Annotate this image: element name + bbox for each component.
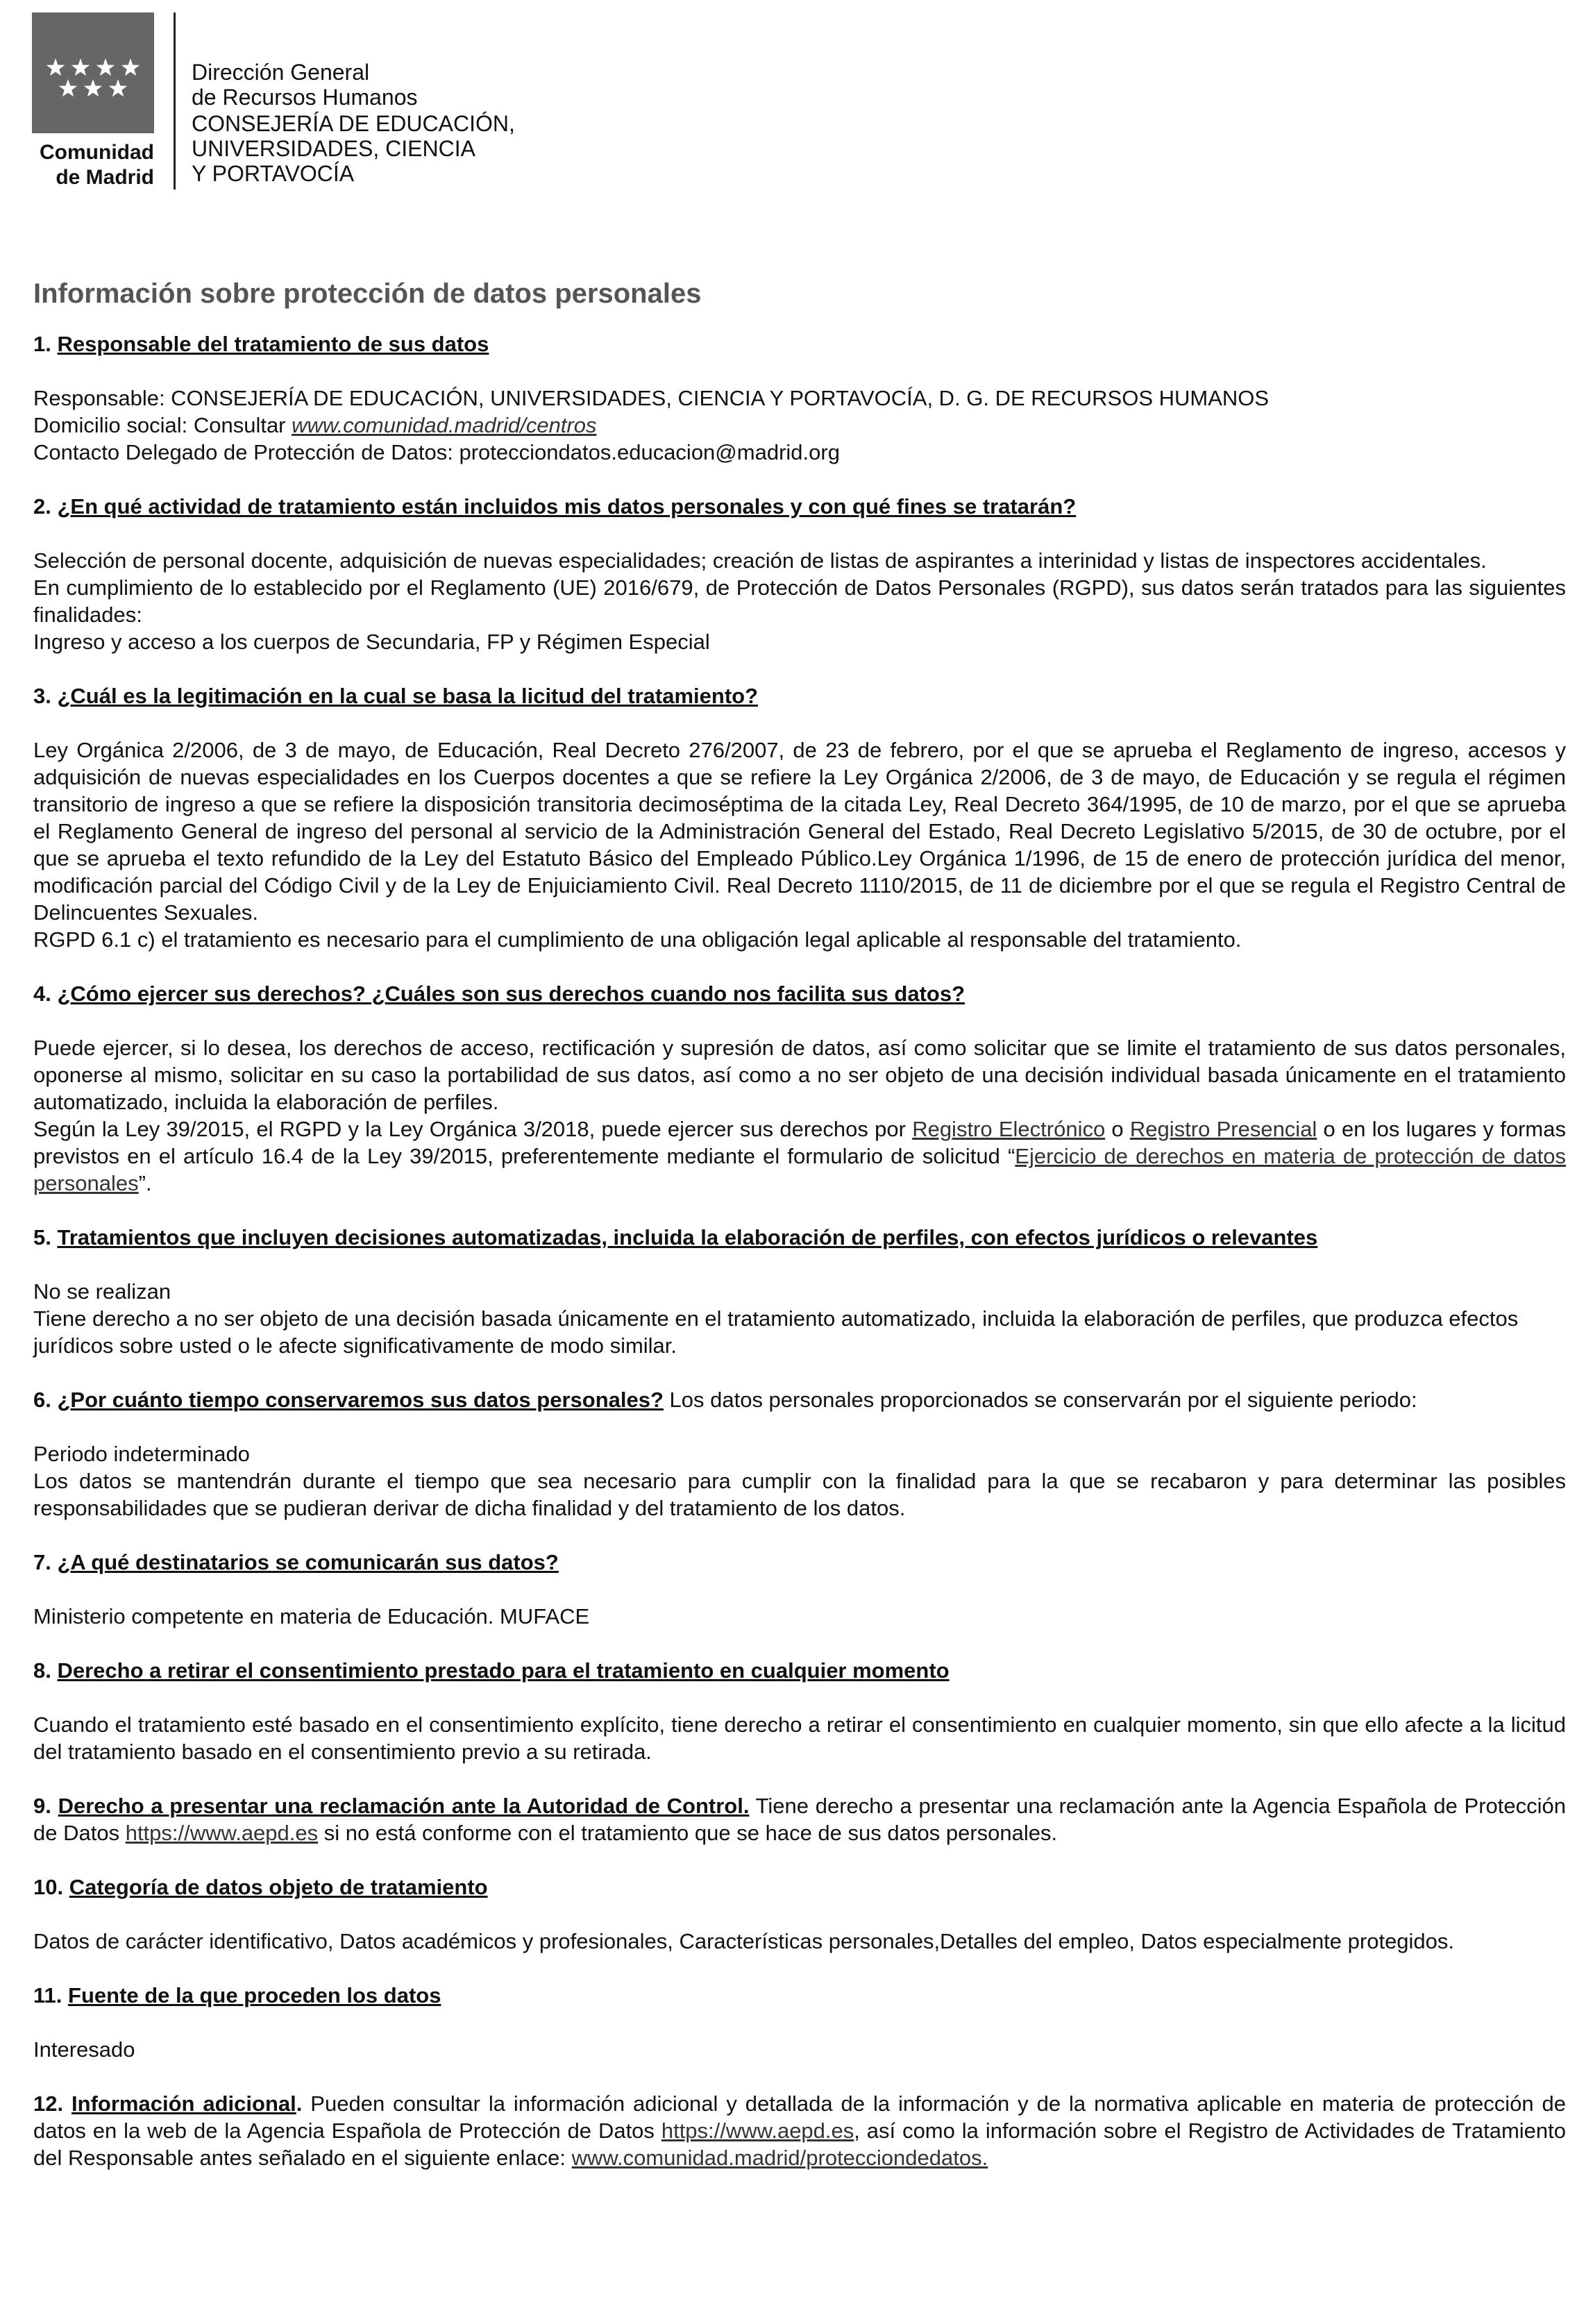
section-6-paragraph-2: Los datos se mantendrán durante el tiempo que sea necesario para cumplir con la finalidad para la que se recabaron y para determinar las posibles responsabilidades que se pudieran derivar de dicha finalidad y del tratamiento de los datos. bbox=[33, 1469, 1566, 1520]
section-5-heading: 5. Tratamientos que incluyen decisiones automatizadas, incluida la elaboración de perfiles, con efectos jurídicos o relevantes bbox=[33, 1225, 1318, 1249]
section-4-paragraph-1: Puede ejercer, si lo desea, los derechos de acceso, rectificación y supresión de datos, así como solicitar que se limite el tratamiento de sus datos personales, oponerse al mismo, solicitar en su caso la portabilidad de sus datos, así como a no ser objeto de una decisión individual basada únicamente en el tratamiento automatizado, incluida la elaboración de perfiles. bbox=[33, 1036, 1566, 1114]
consejeria-line-3: Y PORTAVOCÍA bbox=[192, 161, 355, 186]
section-5-paragraph-2: Tiene derecho a no ser objeto de una decisión basada únicamente en el tratamiento automatizado, incluida la elaboración de perfiles, que produzca efectos jurídicos sobre usted o le afecte significativamente de modo similar. bbox=[33, 1306, 1519, 1358]
dg-line-2: de Recursos Humanos bbox=[192, 85, 418, 110]
section-7-heading: 7. ¿A qué destinatarios se comunicarán sus datos? bbox=[33, 1550, 559, 1574]
aepd-link-2[interactable]: https://www.aepd.es bbox=[661, 2119, 854, 2143]
responsable-line: Responsable: CONSEJERÍA DE EDUCACIÓN, UNIVERSIDADES, CIENCIA Y PORTAVOCÍA, D. G. DE RECURSOS HUMANOS bbox=[33, 386, 1270, 410]
proteccion-datos-link[interactable]: www.comunidad.madrid/protecciondedatos. bbox=[571, 2146, 988, 2170]
section-12 bbox=[33, 2090, 1566, 2171]
section-6-paragraph-1: Periodo indeterminado bbox=[33, 1442, 250, 1466]
ejercicio-derechos-link[interactable]: Ejercicio de derechos en materia de protección de datos personales bbox=[33, 1144, 1566, 1195]
dg-line-1: Dirección General bbox=[192, 60, 370, 85]
section-1 bbox=[33, 330, 1566, 466]
section-2-paragraph-3: Ingreso y acceso a los cuerpos de Secundaria, FP y Régimen Especial bbox=[33, 630, 710, 654]
section-6-heading: 6. ¿Por cuánto tiempo conservaremos sus datos personales? Los datos personales proporcionados se conservarán por el siguiente periodo: bbox=[33, 1388, 1417, 1412]
contacto-line: Contacto Delegado de Protección de Datos: protecciondatos.educacion@madrid.org bbox=[33, 440, 840, 464]
section-5 bbox=[33, 1224, 1566, 1359]
section-10-paragraph-1: Datos de carácter identificativo, Datos académicos y profesionales, Características personales,Detalles del empleo, Datos especialmente protegidos. bbox=[33, 1929, 1455, 1953]
logo-line-1: Comunidad bbox=[40, 141, 154, 164]
consejeria-line-1: CONSEJERÍA DE EDUCACIÓN, bbox=[192, 111, 515, 136]
section-10 bbox=[33, 1873, 1566, 1955]
section-6 bbox=[33, 1386, 1566, 1522]
registro-presencial-link[interactable]: Registro Presencial bbox=[1129, 1117, 1317, 1141]
section-2 bbox=[33, 493, 1566, 655]
section-8-heading: 8. Derecho a retirar el consentimiento prestado para el tratamiento en cualquier momento bbox=[33, 1658, 950, 1683]
header-divider bbox=[174, 12, 176, 190]
section-8 bbox=[33, 1657, 1566, 1765]
section-4-heading: 4. ¿Cómo ejercer sus derechos? ¿Cuáles son sus derechos cuando nos facilita sus datos? bbox=[33, 982, 965, 1006]
section-4 bbox=[33, 980, 1566, 1197]
aepd-link[interactable]: https://www.aepd.es bbox=[125, 1821, 319, 1845]
section-7 bbox=[33, 1549, 1566, 1630]
logo-text bbox=[32, 140, 154, 190]
section-11 bbox=[33, 1982, 1566, 2063]
section-3-heading: 3. ¿Cuál es la legitimación en la cual se basa la licitud del tratamiento? bbox=[33, 684, 759, 708]
document-header bbox=[32, 12, 726, 193]
section-4-paragraph-2: Según la Ley 39/2015, el RGPD y la Ley Orgánica 3/2018, puede ejercer sus derechos por Registro Electrónico o Registro Presencial o en los lugares y formas previstos en el artículo 16.4 de la Ley 39/2015, preferentemente mediante el formulario de solicitud “Ejercicio de derechos en materia de protección de datos personales”. bbox=[33, 1117, 1566, 1195]
document-body bbox=[33, 276, 1566, 2171]
section-7-paragraph-1: Ministerio competente en materia de Educación. MUFACE bbox=[33, 1604, 590, 1628]
domicilio-line: Domicilio social: Consultar www.comunidad.madrid/centros bbox=[33, 413, 597, 437]
section-2-heading: 2. ¿En qué actividad de tratamiento están incluidos mis datos personales y con qué fines se tratarán? bbox=[33, 494, 1077, 519]
centros-link[interactable]: www.comunidad.madrid/centros bbox=[292, 413, 597, 437]
section-3 bbox=[33, 682, 1566, 953]
page-title: Información sobre protección de datos personales bbox=[33, 278, 702, 309]
star-icon bbox=[32, 12, 154, 133]
section-1-heading: 1. Responsable del tratamiento de sus datos bbox=[33, 332, 489, 356]
logo-line-2: de Madrid bbox=[56, 166, 154, 189]
section-11-heading: 11. Fuente de la que proceden los datos bbox=[33, 1983, 441, 2007]
registro-electronico-link[interactable]: Registro Electrónico bbox=[912, 1117, 1106, 1141]
comunidad-de-madrid-logo bbox=[32, 12, 154, 133]
section-9-paragraph: 9. Derecho a presentar una reclamación ante la Autoridad de Control. Tiene derecho a presentar una reclamación ante la Agencia Española de Protección de Datos https://www.aepd.es si no está conforme con el tratamiento que se hace de sus datos personales. bbox=[33, 1794, 1566, 1845]
section-3-paragraph-1: Ley Orgánica 2/2006, de 3 de mayo, de Educación, Real Decreto 276/2007, de 23 de febrero, por el que se aprueba el Reglamento de ingreso, accesos y adquisición de nuevas especialidades en los Cuerpos docentes a que se refiere la Ley Orgánica 2/2006, de 3 de mayo, de Educación y se regula el régimen transitorio de ingreso a que se refiere la disposición transitoria decimoséptima de la citada Ley, Real Decreto 364/1995, de 10 de marzo, por el que se aprueba el Reglamento General de ingreso del personal al servicio de la Administración General del Estado, Real Decreto Legislativo 5/2015, de 30 de octubre, por el que se aprueba el texto refundido de la Ley del Estatuto Básico del Empleado Público.Ley Orgánica 1/1996, de 15 de enero de protección jurídica del menor, modificación parcial del Código Civil y de la Ley de Enjuiciamiento Civil. Real Decreto 1110/2015, de 11 de diciembre por el que se regula el Registro Central de Delincuentes Sexuales. bbox=[33, 738, 1566, 925]
section-2-paragraph-1: Selección de personal docente, adquisición de nuevas especialidades; creación de listas de aspirantes a interinidad y listas de inspectores accidentales. bbox=[33, 548, 1487, 573]
section-5-paragraph-1: No se realizan bbox=[33, 1279, 171, 1304]
section-11-paragraph-1: Interesado bbox=[33, 2037, 135, 2062]
section-12-paragraph: 12. Información adicional. Pueden consultar la información adicional y detallada de la información y de la normativa aplicable en materia de protección de datos en la web de la Agencia Española de Protección de Datos https://www.aepd.es, así como la información sobre el Registro de Actividades de Tratamiento del Responsable antes señalado en el siguiente enlace: www.comunidad.madrid/protecciondedatos. bbox=[33, 2091, 1566, 2170]
section-8-paragraph-1: Cuando el tratamiento esté basado en el consentimiento explícito, tiene derecho a retirar el consentimiento en cualquier momento, sin que ello afecte a la licitud del tratamiento basado en el consentimiento previo a su retirada. bbox=[33, 1712, 1566, 1764]
section-3-paragraph-2: RGPD 6.1 c) el tratamiento es necesario para el cumplimiento de una obligación legal aplicable al responsable del tratamiento. bbox=[33, 927, 1242, 952]
consejeria-line-2: UNIVERSIDADES, CIENCIA bbox=[192, 136, 475, 161]
header-department bbox=[192, 60, 515, 186]
section-10-heading: 10. Categoría de datos objeto de tratamiento bbox=[33, 1875, 488, 1899]
section-9 bbox=[33, 1792, 1566, 1846]
section-2-paragraph-2: En cumplimiento de lo establecido por el Reglamento (UE) 2016/679, de Protección de Datos Personales (RGPD), sus datos serán tratados para las siguientes finalidades: bbox=[33, 575, 1566, 627]
